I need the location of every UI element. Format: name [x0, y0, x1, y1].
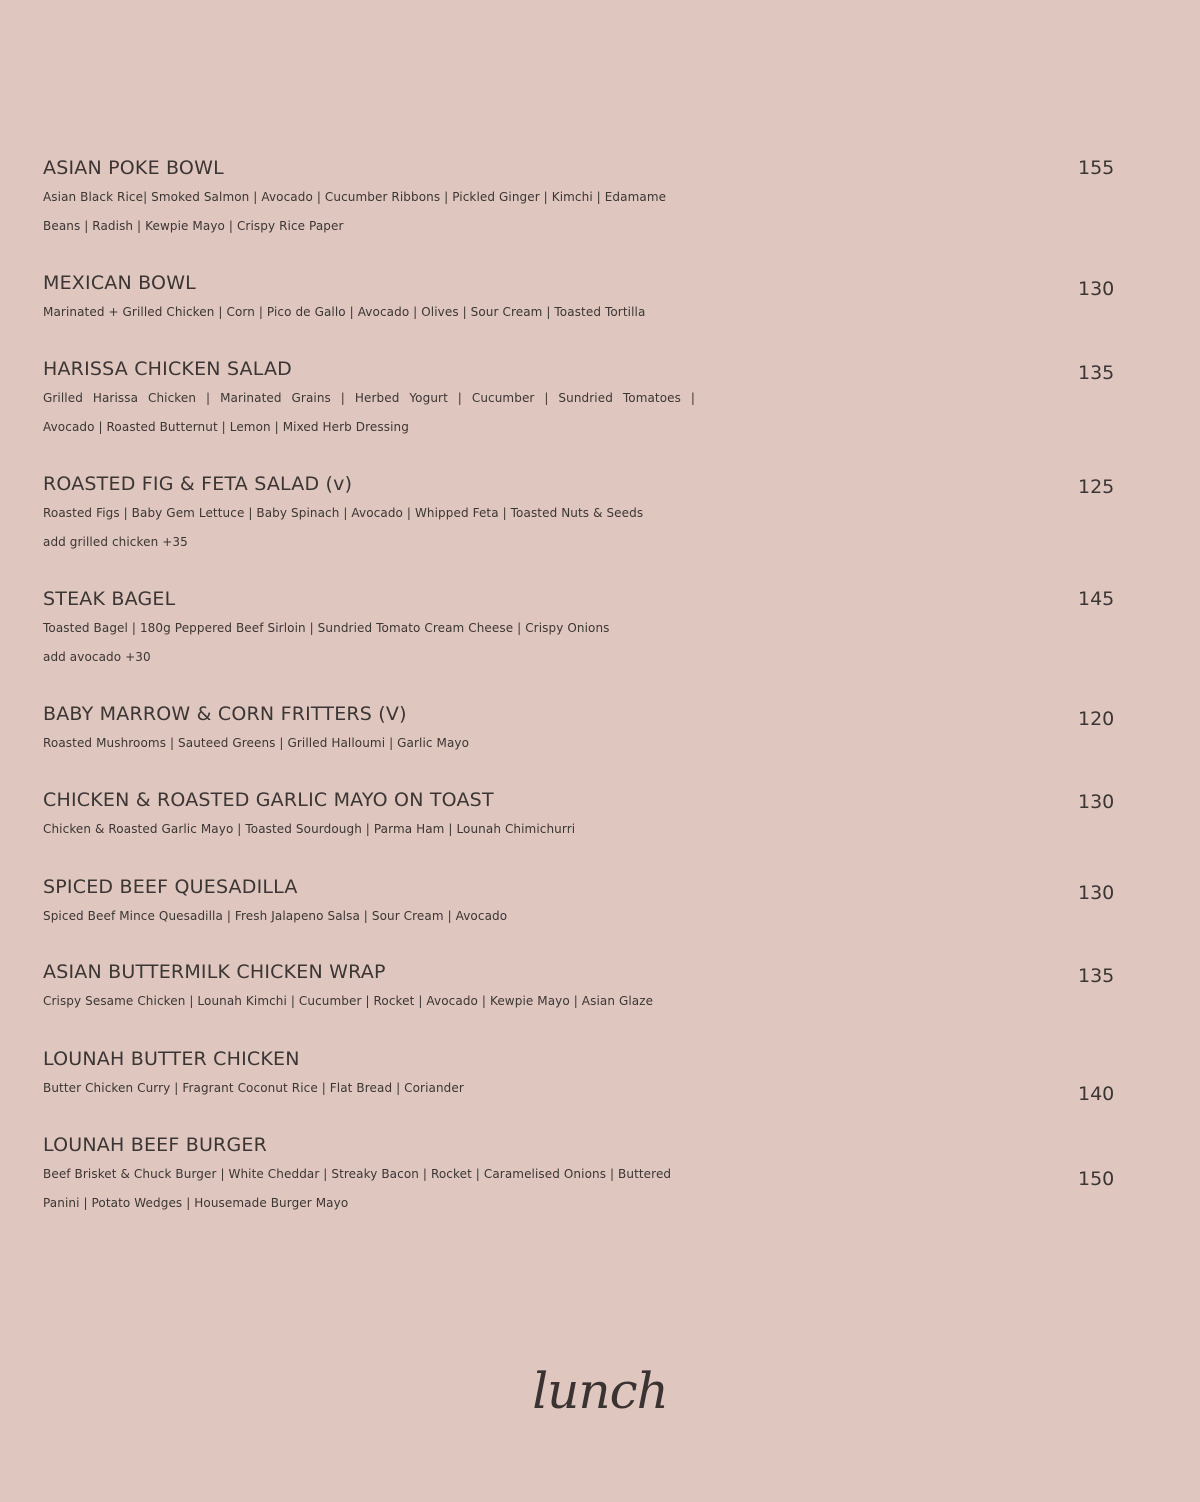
item-description [43, 499, 983, 557]
item-description-line: add avocado +30 [43, 650, 151, 664]
item-description-line: Grilled Harissa Chicken | Marinated Grains | Herbed Yogurt | Cucumber | Sundried Tomatoes | [43, 391, 696, 405]
item-description-line: Roasted Mushrooms | Sauteed Greens | Grilled Halloumi | Garlic Mayo [43, 736, 470, 750]
item-price: 125 [1078, 476, 1115, 498]
item-price: 130 [1078, 791, 1115, 813]
item-price: 145 [1078, 588, 1115, 610]
item-name: CHICKEN & ROASTED GARLIC MAYO ON TOAST [43, 789, 494, 811]
item-description-line: Spiced Beef Mince Quesadilla | Fresh Jalapeno Salsa | Sour Cream | Avocado [43, 909, 508, 923]
menu-section-title: lunch [532, 1362, 668, 1420]
item-description-line: Crispy Sesame Chicken | Lounah Kimchi | Cucumber | Rocket | Avocado | Kewpie Mayo | Asian Glaze [43, 994, 654, 1008]
item-name: SPICED BEEF QUESADILLA [43, 876, 298, 898]
item-price: 155 [1078, 157, 1115, 179]
item-description-line: Avocado | Roasted Butternut | Lemon | Mixed Herb Dressing [43, 420, 409, 434]
item-price: 120 [1078, 708, 1115, 730]
item-description [43, 815, 983, 844]
item-name: BABY MARROW & CORN FRITTERS (V) [43, 703, 407, 725]
item-name: ASIAN POKE BOWL [43, 157, 224, 179]
item-name: LOUNAH BEEF BURGER [43, 1134, 267, 1156]
item-description-line: Chicken & Roasted Garlic Mayo | Toasted Sourdough | Parma Ham | Lounah Chimichurri [43, 822, 576, 836]
item-name: HARISSA CHICKEN SALAD [43, 358, 293, 380]
item-name: LOUNAH BUTTER CHICKEN [43, 1048, 300, 1070]
item-description [43, 384, 983, 442]
item-description-line: Panini | Potato Wedges | Housemade Burger Mayo [43, 1196, 349, 1210]
item-description-line: add grilled chicken +35 [43, 535, 188, 549]
item-description-line: Beans | Radish | Kewpie Mayo | Crispy Rice Paper [43, 219, 344, 233]
item-description [43, 298, 983, 327]
item-name: ROASTED FIG & FETA SALAD (v) [43, 473, 353, 495]
item-description [43, 614, 983, 672]
item-description-line: Toasted Bagel | 180g Peppered Beef Sirloin | Sundried Tomato Cream Cheese | Crispy Onions [43, 621, 610, 635]
item-description [43, 183, 983, 241]
item-description [43, 902, 983, 931]
item-price: 150 [1078, 1168, 1115, 1190]
item-name: MEXICAN BOWL [43, 272, 196, 294]
item-price: 130 [1078, 882, 1115, 904]
item-description-line: Beef Brisket & Chuck Burger | White Cheddar | Streaky Bacon | Rocket | Caramelised Onions | Buttered [43, 1167, 672, 1181]
item-description-line: Roasted Figs | Baby Gem Lettuce | Baby Spinach | Avocado | Whipped Feta | Toasted Nuts & Seeds [43, 506, 644, 520]
item-description-line: Butter Chicken Curry | Fragrant Coconut Rice | Flat Bread | Coriander [43, 1081, 464, 1095]
item-description [43, 729, 983, 758]
item-name: STEAK BAGEL [43, 588, 176, 610]
item-price: 135 [1078, 362, 1115, 384]
item-price: 135 [1078, 965, 1115, 987]
item-description [43, 1160, 983, 1218]
item-description-line: Asian Black Rice| Smoked Salmon | Avocado | Cucumber Ribbons | Pickled Ginger | Kimchi | Edamame [43, 190, 667, 204]
item-price: 130 [1078, 278, 1115, 300]
item-price: 140 [1078, 1083, 1115, 1105]
item-description [43, 1074, 983, 1103]
item-description [43, 987, 983, 1016]
item-name: ASIAN BUTTERMILK CHICKEN WRAP [43, 961, 386, 983]
item-description-line: Marinated + Grilled Chicken | Corn | Pico de Gallo | Avocado | Olives | Sour Cream | Toasted Tortilla [43, 305, 646, 319]
